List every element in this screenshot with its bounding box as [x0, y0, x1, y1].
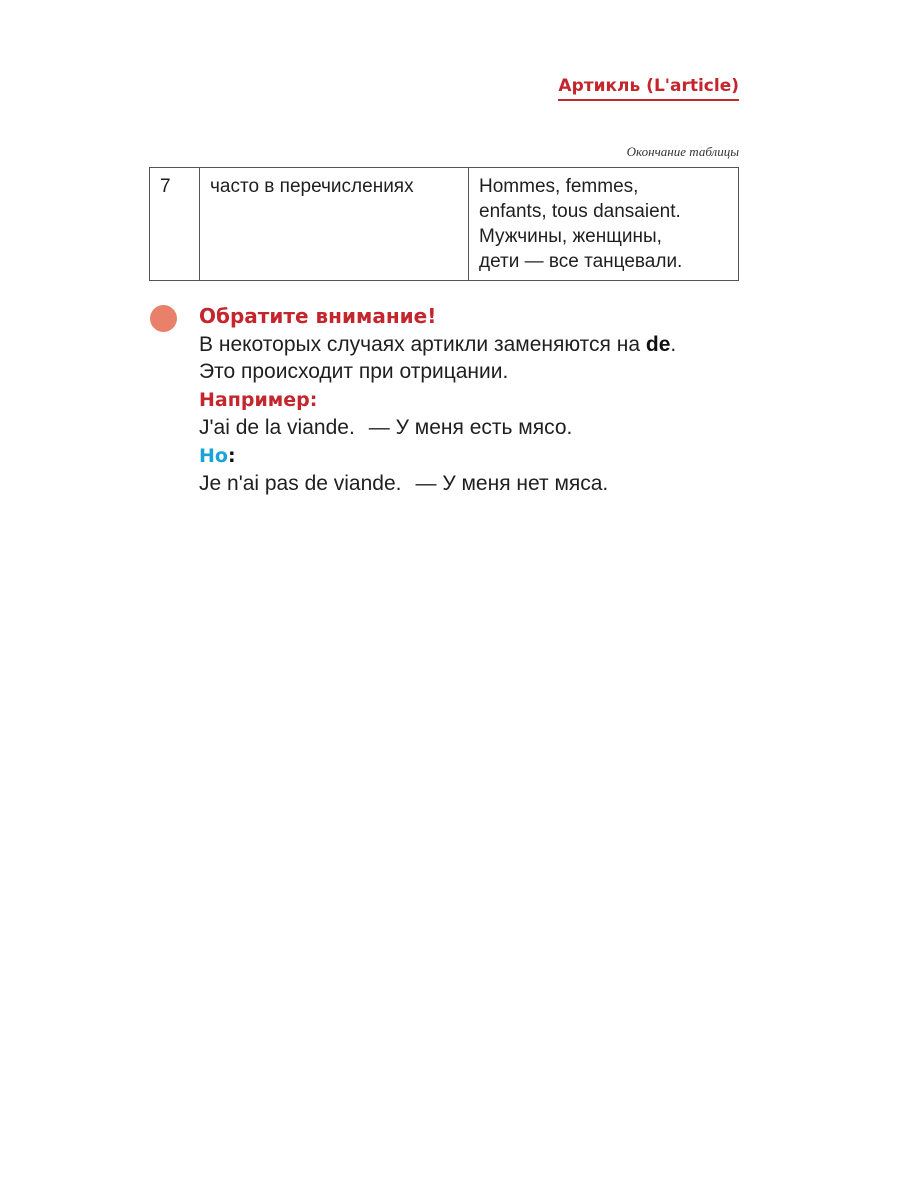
row-number-cell: 7: [150, 168, 200, 281]
contrast-label: Но: [199, 444, 228, 467]
rule-period: .: [670, 332, 677, 356]
example-label-line: [199, 386, 676, 415]
rule-line: [199, 331, 676, 359]
example-french: J'ai de la viande.: [199, 416, 355, 439]
contrast-sentence: [199, 470, 676, 498]
usage-cell: часто в перечислениях: [200, 168, 469, 281]
example-sentence: [199, 414, 676, 442]
example-russian: — У меня есть мясо.: [368, 416, 573, 439]
example-line: дети — все танцевали.: [479, 251, 683, 272]
example-line: Hommes, femmes,: [479, 176, 639, 197]
rule-keyword: de: [645, 332, 671, 356]
attention-circle-icon: [150, 305, 177, 332]
example-label: Например:: [199, 388, 318, 411]
contrast-french: Je n'ai pas de viande.: [199, 472, 402, 495]
contrast-colon: :: [227, 444, 236, 467]
table-caption: Окончание таблицы: [626, 144, 739, 159]
note-body: [199, 303, 676, 498]
note-title: Обратите внимание!: [199, 304, 437, 328]
running-header-title: Артикль (L'article): [558, 76, 739, 101]
contrast-label-line: [199, 442, 676, 471]
contrast-russian: — У меня нет мяса.: [415, 472, 609, 495]
rule-text: В некоторых случаях артикли заменяются на: [199, 332, 646, 356]
example-line: Мужчины, женщины,: [479, 226, 662, 247]
rule-explanation: Это происходит при отрицании.: [199, 360, 509, 383]
example-line: enfants, tous dansaient.: [479, 201, 681, 222]
table-row: [150, 168, 739, 281]
article-usage-table: [149, 167, 739, 281]
example-cell: [469, 168, 739, 281]
